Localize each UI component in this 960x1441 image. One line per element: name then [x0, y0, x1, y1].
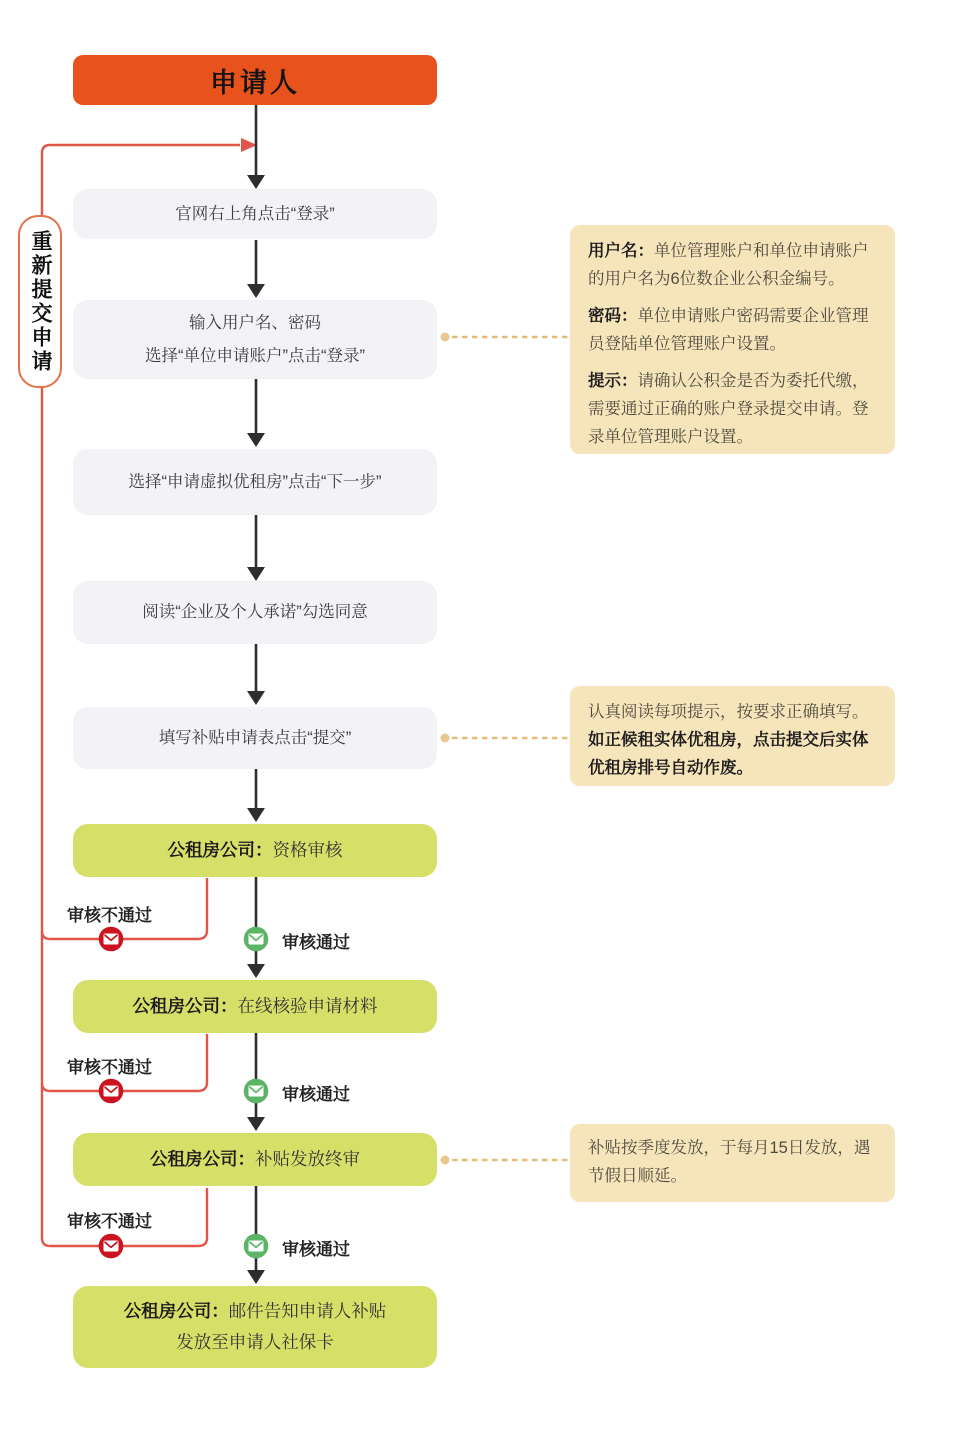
pass-mail-icon — [244, 1234, 269, 1259]
note-text: 如正候租实体优租房，点击提交后实体优租房排号自动作废。 — [588, 731, 869, 778]
review-box-online-verification — [73, 980, 437, 1033]
step-box-read-commitment — [73, 581, 437, 644]
fail-label: 审核不通过 — [67, 1212, 152, 1231]
review-detail: 发放至申请人社保卡 — [176, 1332, 334, 1352]
review-prefix: 公租房公司： — [123, 1301, 229, 1322]
review-text — [133, 991, 378, 1022]
note-label: 提示： — [588, 372, 638, 391]
review-box-final-review — [73, 1133, 437, 1186]
note-text: 单位管理账户和单位申请账户的用户名为6位数企业公积金编号。 — [588, 242, 869, 289]
step-box-enter-credentials — [73, 300, 437, 379]
note-paragraph — [588, 237, 877, 293]
resubmit-label: 重新提交申请 — [18, 215, 62, 388]
step-box-select-virtual-housing — [73, 449, 437, 515]
pass-label: 审核通过 — [282, 1240, 350, 1259]
pass-label: 审核通过 — [282, 933, 350, 952]
review-prefix: 公租房公司： — [132, 996, 238, 1017]
note-paragraph — [588, 698, 877, 726]
pass-mail-icon — [244, 927, 269, 952]
review-box-qualification — [73, 824, 437, 877]
review-prefix: 公租房公司： — [167, 840, 273, 861]
review-text — [176, 1327, 334, 1358]
dashed-note-connectors — [452, 337, 570, 1160]
review-box-email-notification — [73, 1286, 437, 1368]
review-detail: 在线核验申请材料 — [237, 996, 378, 1017]
pass-label: 审核通过 — [282, 1085, 350, 1104]
note-text: 请确认公积金是否为委托代缴，需要通过正确的账户登录提交申请。登录单位管理账户设置。 — [588, 372, 869, 447]
start-node-applicant: 申请人 — [73, 55, 437, 105]
note-paragraph — [588, 367, 877, 451]
step-text: 填写补贴申请表点击“提交” — [158, 728, 352, 747]
review-prefix: 公租房公司： — [150, 1149, 255, 1170]
step-text: 官网右上角点击“登录” — [175, 204, 335, 223]
note-paragraph — [588, 302, 877, 358]
red-arrowhead-icon — [241, 138, 257, 152]
note-text: 认真阅读每项提示，按要求正确填写。 — [588, 703, 869, 721]
fail-mail-icon — [99, 927, 124, 952]
review-text — [150, 1144, 360, 1175]
note-subsidy-payment — [570, 1124, 895, 1202]
note-text: 补贴按季度发放，于每月15日发放，遇节假日顺延。 — [588, 1139, 871, 1186]
pass-mail-icon — [244, 1079, 269, 1104]
step-text: 选择“申请虚拟优租房”点击“下一步” — [128, 472, 382, 491]
step-text: 输入用户名、密码 — [189, 314, 321, 333]
review-detail: 资格审核 — [272, 840, 343, 861]
note-login-credentials — [570, 225, 895, 454]
step-box-fill-subsidy-form — [73, 707, 437, 769]
review-text — [124, 1296, 387, 1327]
step-text: 选择“单位申请账户”点击“登录” — [145, 346, 365, 365]
note-paragraph — [588, 1134, 877, 1190]
note-text: 单位申请账户密码需要企业管理员登陆单位管理账户设置。 — [588, 307, 869, 354]
fail-label: 审核不通过 — [67, 906, 152, 925]
review-detail: 邮件告知申请人补贴 — [228, 1301, 387, 1322]
review-text — [168, 835, 343, 866]
step-box-official-site-login — [73, 189, 437, 239]
dashed-connector-dots — [441, 333, 450, 1165]
review-detail: 补贴发放终审 — [255, 1149, 360, 1170]
note-paragraph — [588, 726, 877, 782]
note-label: 密码： — [588, 307, 638, 326]
fail-label: 审核不通过 — [67, 1058, 152, 1077]
note-label: 用户名： — [588, 242, 654, 260]
step-text: 阅读“企业及个人承诺”勾选同意 — [142, 603, 368, 622]
note-form-filling — [570, 686, 895, 786]
fail-mail-icon — [99, 1079, 124, 1104]
fail-mail-icon — [99, 1234, 124, 1259]
